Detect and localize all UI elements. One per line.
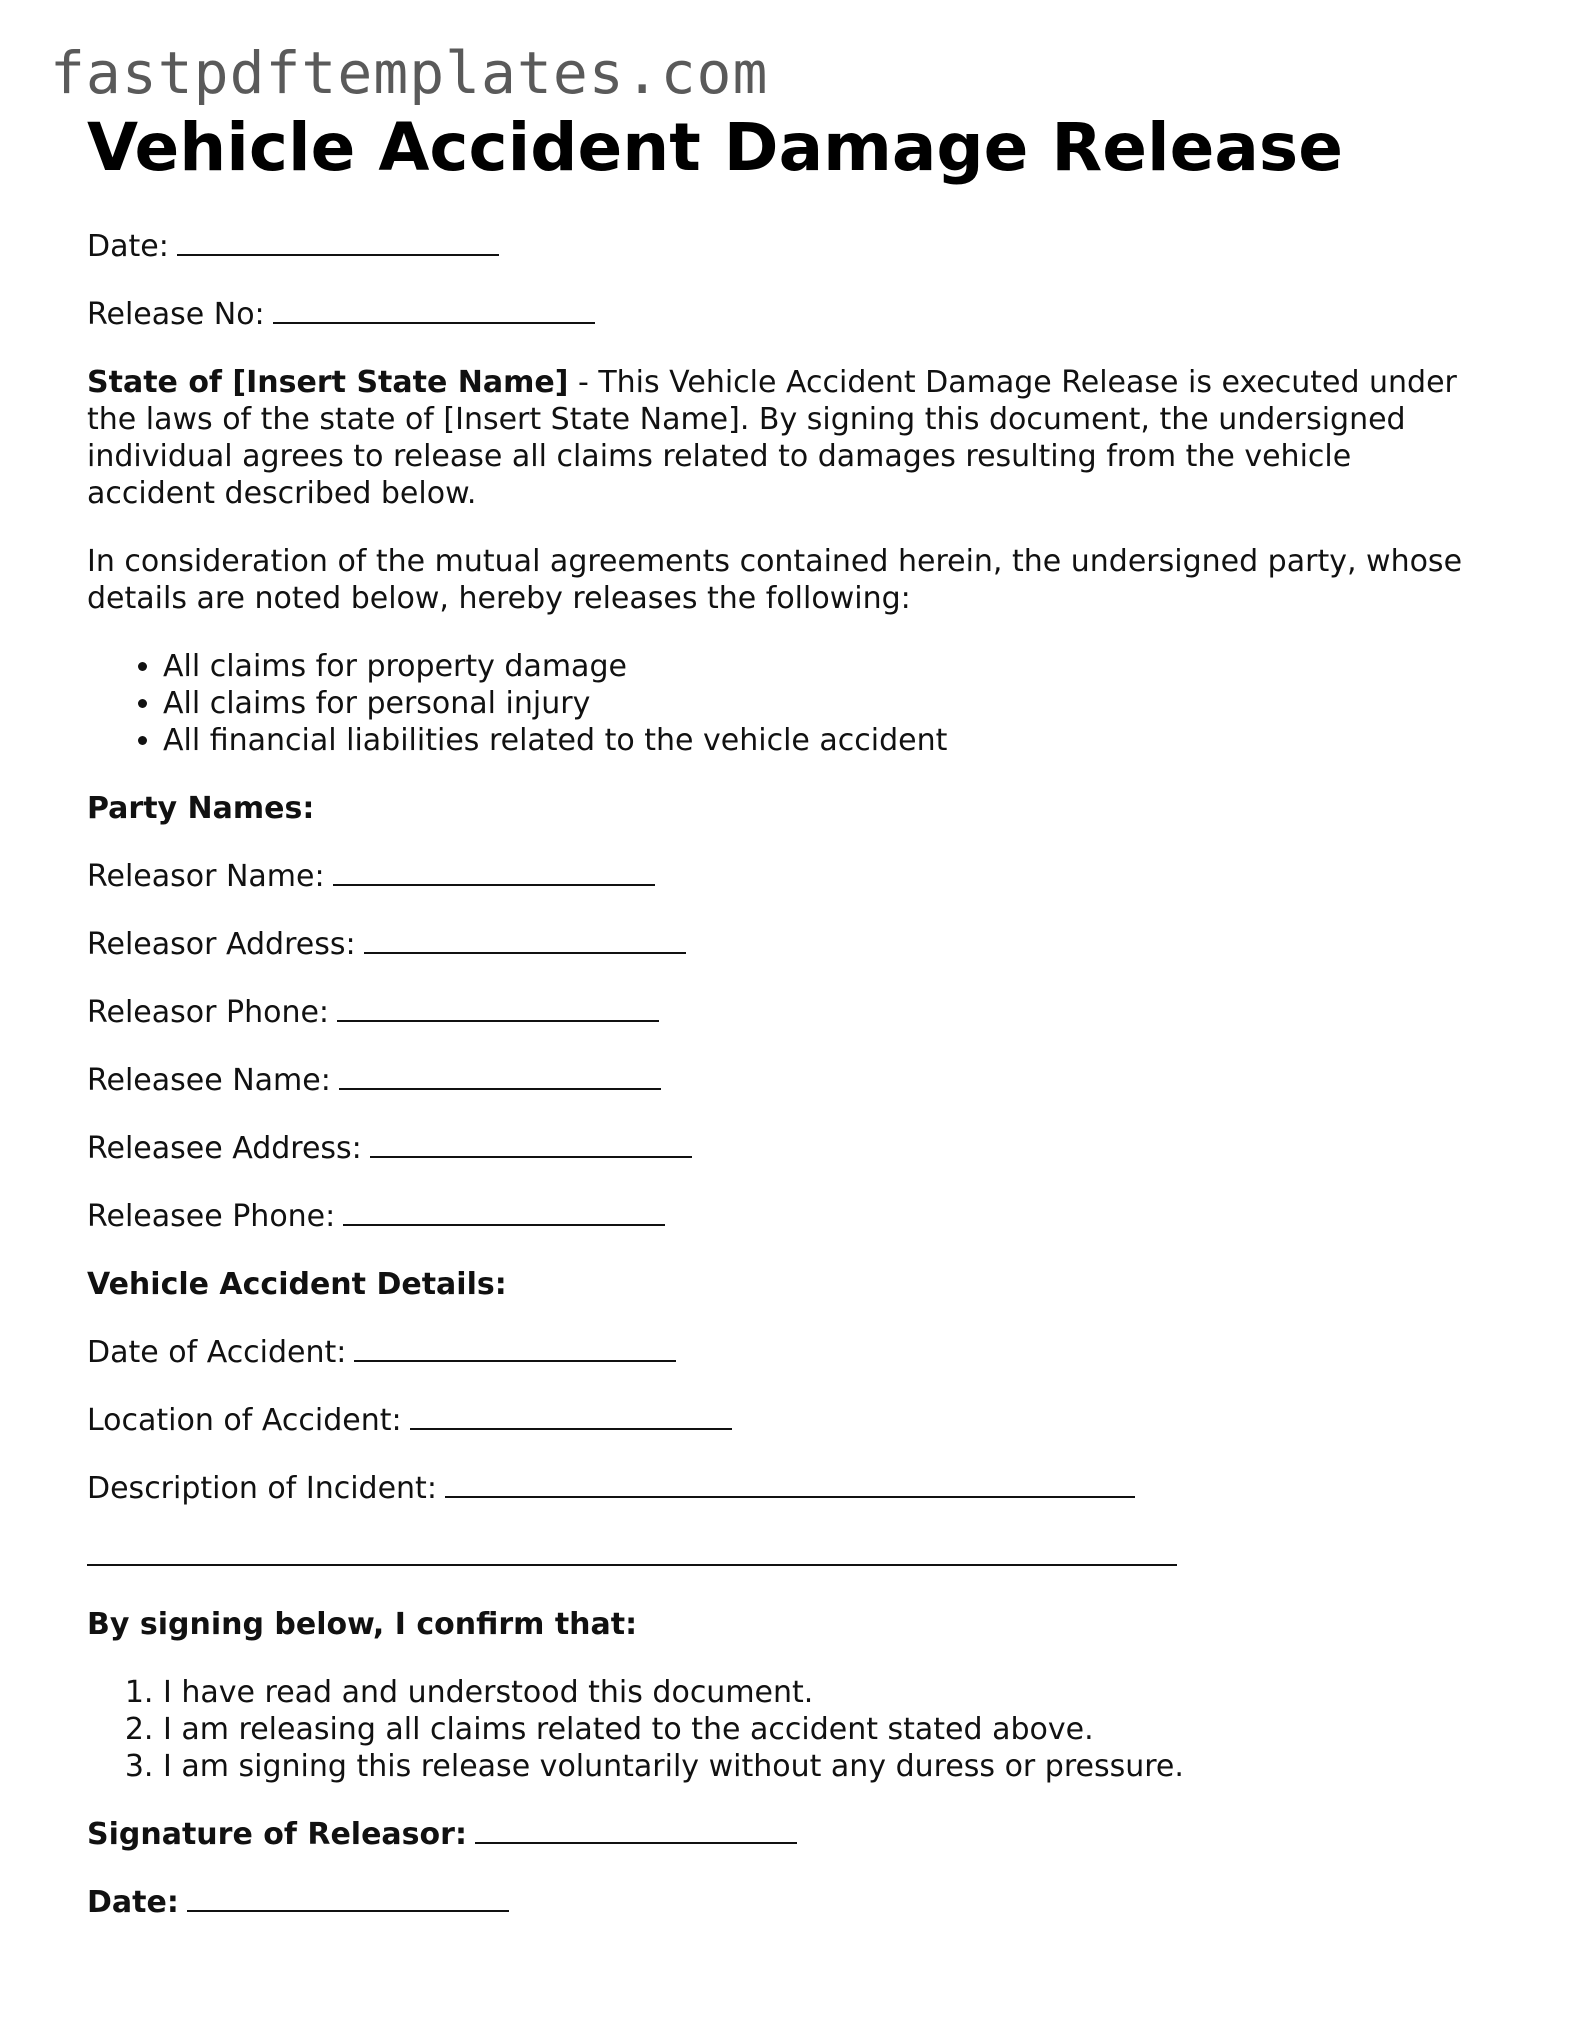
state-name-bold: State of [Insert State Name] bbox=[87, 365, 569, 400]
incident-description-continuation bbox=[87, 1538, 1487, 1575]
releasor-name-field bbox=[87, 858, 1487, 895]
releasee-address-label: Releasee Address: bbox=[87, 1131, 362, 1166]
signature-field bbox=[87, 1816, 1487, 1853]
releasee-phone-blank[interactable] bbox=[343, 1198, 665, 1226]
accident-location-blank[interactable] bbox=[410, 1402, 732, 1430]
incident-description-blank[interactable] bbox=[445, 1470, 1135, 1498]
releasor-phone-field bbox=[87, 994, 1487, 1031]
date-label: Date: bbox=[87, 229, 169, 264]
release-no-blank[interactable] bbox=[273, 296, 595, 324]
signature-label: Signature of Releasor: bbox=[87, 1817, 467, 1852]
releasee-address-blank[interactable] bbox=[370, 1130, 692, 1158]
releasee-phone-field bbox=[87, 1198, 1487, 1235]
releasor-name-blank[interactable] bbox=[333, 858, 655, 886]
list-item: 1. I have read and understood this document. bbox=[163, 1674, 1487, 1711]
confirm-list bbox=[87, 1674, 1487, 1785]
accident-location-field bbox=[87, 1402, 1487, 1439]
accident-date-blank[interactable] bbox=[354, 1334, 676, 1362]
state-paragraph bbox=[87, 364, 1487, 512]
list-item: 2. I am releasing all claims related to the accident stated above. bbox=[163, 1711, 1487, 1748]
accident-date-label: Date of Accident: bbox=[87, 1335, 347, 1370]
signature-date-label: Date: bbox=[87, 1885, 179, 1920]
release-no-field bbox=[87, 296, 1487, 333]
signature-date-blank[interactable] bbox=[187, 1884, 509, 1912]
list-item: • All claims for property damage bbox=[163, 648, 1487, 685]
document-page bbox=[87, 108, 1487, 1952]
release-no-label: Release No: bbox=[87, 297, 265, 332]
party-names-heading: Party Names: bbox=[87, 791, 315, 826]
accident-date-field bbox=[87, 1334, 1487, 1371]
releasor-phone-label: Releasor Phone: bbox=[87, 995, 330, 1030]
state-text: - This Vehicle Accident Damage Release is executed under the laws of the state of [Insert State Name]. By signing this document, the undersigned individual agrees to release all claims related to damages resulting from the vehicle accident described below. bbox=[87, 365, 1457, 511]
consideration-paragraph: In consideration of the mutual agreements contained herein, the undersigned party, whose details are noted below, hereby releases the following: bbox=[87, 544, 1463, 616]
accident-location-label: Location of Accident: bbox=[87, 1403, 402, 1438]
incident-description-label: Description of Incident: bbox=[87, 1471, 437, 1506]
list-item: • All claims for personal injury bbox=[163, 685, 1487, 722]
releasor-phone-blank[interactable] bbox=[337, 994, 659, 1022]
releasee-address-field bbox=[87, 1130, 1487, 1167]
incident-description-blank-2[interactable] bbox=[87, 1538, 1177, 1566]
signature-blank[interactable] bbox=[475, 1816, 797, 1844]
date-field bbox=[87, 228, 1487, 265]
confirm-heading: By signing below, I confirm that: bbox=[87, 1607, 638, 1642]
releasee-name-label: Releasee Name: bbox=[87, 1063, 331, 1098]
list-item: 3. I am signing this release voluntarily without any duress or pressure. bbox=[163, 1748, 1487, 1785]
incident-description-field bbox=[87, 1470, 1487, 1507]
releasee-phone-label: Releasee Phone: bbox=[87, 1199, 336, 1234]
watermark-text: fastpdftemplates.com bbox=[50, 39, 769, 107]
releasor-address-field bbox=[87, 926, 1487, 963]
list-item: • All financial liabilities related to the vehicle accident bbox=[163, 722, 1487, 759]
accident-details-heading: Vehicle Accident Details: bbox=[87, 1267, 507, 1302]
document-title: Vehicle Accident Damage Release bbox=[87, 109, 1343, 186]
releasor-name-label: Releasor Name: bbox=[87, 859, 325, 894]
releasee-name-field bbox=[87, 1062, 1487, 1099]
releasee-name-blank[interactable] bbox=[339, 1062, 661, 1090]
releasor-address-label: Releasor Address: bbox=[87, 927, 356, 962]
releasor-address-blank[interactable] bbox=[364, 926, 686, 954]
signature-date-field bbox=[87, 1884, 1487, 1921]
release-list bbox=[87, 648, 1487, 759]
date-blank[interactable] bbox=[177, 228, 499, 256]
